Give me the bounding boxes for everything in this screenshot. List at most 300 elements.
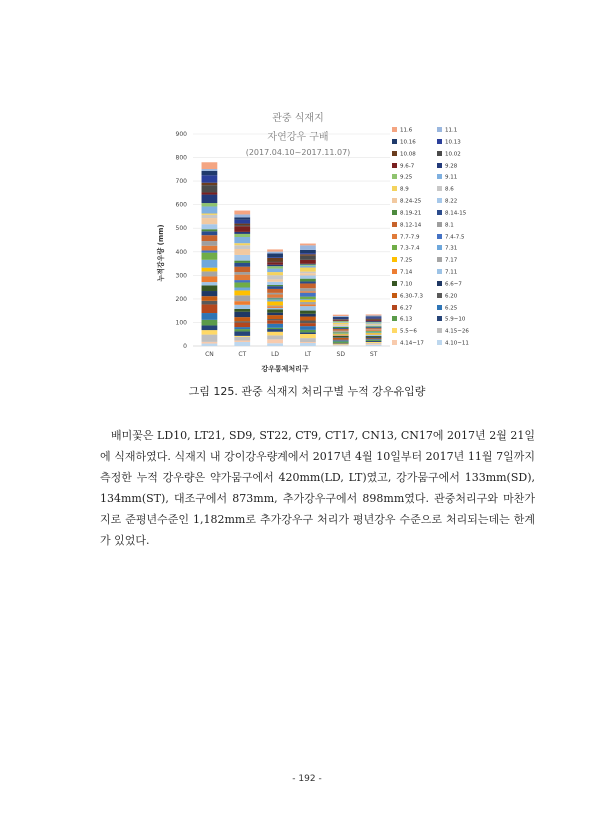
bar-segment (300, 265, 316, 266)
legend-item (392, 174, 412, 181)
x-axis-tick-labels (205, 351, 378, 358)
legend-label: 7.7-7.9 (400, 234, 420, 241)
legend-swatch (392, 174, 397, 179)
legend-label: 7.4-7.5 (445, 234, 465, 241)
bar-segment (202, 342, 218, 344)
bar-segment (300, 306, 316, 310)
legend-item (392, 151, 416, 158)
bar-segment (366, 328, 382, 329)
bar-segment (333, 319, 349, 320)
legend-swatch (437, 174, 442, 179)
legend-swatch (392, 234, 397, 239)
bar-segment (234, 295, 250, 301)
bar-segment (366, 345, 382, 346)
bar-segment (202, 235, 218, 241)
bar-segment (333, 340, 349, 341)
y-tick-label: 700 (175, 178, 187, 186)
bar-segment (300, 254, 316, 256)
bar-segment (234, 305, 250, 309)
bar-segment (234, 321, 250, 322)
legend-item (392, 340, 424, 347)
page-number: - 192 - (292, 774, 322, 784)
bar-segment (234, 263, 250, 267)
bar-segment (300, 279, 316, 282)
bar-segment (234, 280, 250, 282)
bar-stacks (202, 162, 382, 346)
bar-segment (300, 256, 316, 260)
bar-segment (366, 343, 382, 344)
bar-segment (300, 291, 316, 293)
bar-segment (267, 329, 283, 332)
bar-segment (202, 162, 218, 169)
bar-segment (267, 275, 283, 279)
legend-item (437, 269, 457, 276)
legend-swatch (437, 127, 442, 132)
bar-segment (333, 345, 349, 346)
bar-segment (333, 332, 349, 333)
legend-label: 11.6 (400, 127, 413, 134)
legend-label: 7.25 (400, 257, 413, 264)
chart-subtitle: 자연강우 구배 (267, 132, 329, 143)
legend-swatch (392, 139, 397, 144)
legend-swatch (392, 210, 397, 215)
bar-segment (267, 335, 283, 339)
bar-segment (234, 309, 250, 312)
bar-segment (234, 312, 250, 317)
bar-segment (267, 262, 283, 265)
legend-label: 8.22 (445, 198, 458, 205)
bar-segment (366, 331, 382, 332)
bar-segment (300, 268, 316, 272)
bar-segment (234, 226, 250, 232)
bar-segment (300, 266, 316, 268)
legend-label: 9.11 (445, 174, 458, 181)
bar-segment (333, 327, 349, 328)
legend-item (437, 328, 469, 335)
bar-segment (202, 285, 218, 291)
legend-swatch (437, 293, 442, 298)
legend-swatch (392, 257, 397, 262)
legend-label: 6.30-7.3 (400, 293, 423, 300)
bar-segment (202, 335, 218, 342)
bar-segment (366, 320, 382, 321)
bar-segment (267, 294, 283, 297)
bar-segment (202, 313, 218, 320)
bar-segment (333, 341, 349, 343)
bar-segment (333, 320, 349, 321)
bar-segment (267, 313, 283, 315)
legend-item (437, 293, 457, 300)
bar-segment (202, 296, 218, 301)
bar-segment (267, 266, 283, 268)
bar-segment (267, 272, 283, 275)
bar-segment (333, 321, 349, 322)
bar-segment (300, 323, 316, 326)
legend-swatch (392, 293, 397, 298)
bar-segment (366, 324, 382, 325)
legend-label: 11.1 (445, 127, 458, 134)
legend-label: 7.11 (445, 269, 458, 276)
legend-swatch (437, 186, 442, 191)
legend-label: 8.6 (445, 186, 454, 193)
bar-segment (366, 337, 382, 338)
bar-segment (300, 250, 316, 253)
bar-segment (202, 203, 218, 206)
bar-segment (234, 336, 250, 337)
bar-segment (202, 195, 218, 203)
legend-swatch (437, 139, 442, 144)
legend-swatch (392, 281, 397, 286)
bar-segment (366, 342, 382, 343)
bar-segment (234, 331, 250, 335)
bar-segment (267, 301, 283, 305)
bar-segment (267, 328, 283, 329)
bar-segment (366, 315, 382, 316)
bar-segment (300, 311, 316, 314)
x-tick-label: LD (271, 351, 280, 358)
bar-segment (267, 269, 283, 272)
legend-label: 7.17 (445, 257, 458, 264)
bar-segment (366, 321, 382, 322)
bar-segment (333, 336, 349, 337)
bar-segment (234, 327, 250, 329)
legend-label: 7.14 (400, 269, 413, 276)
legend-label: 7.10 (400, 281, 413, 288)
bar-segment (202, 268, 218, 272)
bar-segment (333, 326, 349, 327)
chart-title: 관중 식재지 (272, 113, 324, 124)
bar-segment (366, 339, 382, 340)
legend-label: 9.6-7 (400, 163, 415, 170)
y-tick-label: 0 (183, 343, 187, 350)
bar-segment (267, 282, 283, 285)
legend-item (437, 163, 457, 170)
bar-segment (234, 261, 250, 263)
bar-segment (267, 298, 283, 299)
x-tick-label: SD (336, 351, 345, 358)
legend-item (392, 316, 412, 323)
bar-segment (267, 279, 283, 281)
y-tick-label: 300 (175, 272, 187, 280)
y-axis-tick-labels (176, 131, 188, 350)
bar-segment (267, 265, 283, 266)
bar-segment (202, 250, 218, 252)
bar-segment (366, 341, 382, 342)
bar-segment (366, 332, 382, 333)
legend-item (437, 174, 457, 181)
legend-item (392, 305, 412, 312)
bar-segment (202, 253, 218, 260)
bar-segment (267, 305, 283, 306)
legend-swatch (392, 328, 397, 333)
bar-segment (234, 288, 250, 291)
bar-segment (333, 324, 349, 325)
bar-segment (202, 224, 218, 229)
legend-label: 8.9 (400, 186, 409, 193)
legend-item (437, 257, 457, 264)
bar-segment (300, 244, 316, 246)
legend-label: 8.19-21 (400, 210, 422, 217)
legend-label: 6.27 (400, 305, 413, 312)
bar-segment (234, 272, 250, 275)
bar-segment (300, 342, 316, 343)
legend-swatch (437, 210, 442, 215)
bar-segment (267, 339, 283, 343)
bar-segment (333, 331, 349, 332)
legend-item (392, 127, 412, 134)
x-tick-label: LT (304, 351, 312, 358)
legend-item (392, 269, 412, 276)
bar-segment (202, 218, 218, 224)
bar-segment (333, 329, 349, 331)
bar-segment (234, 255, 250, 261)
bar-segment (267, 253, 283, 257)
bar-segment (333, 335, 349, 336)
y-tick-label: 900 (175, 131, 187, 138)
bar-segment (300, 245, 316, 250)
legend-label: 4.10~11 (445, 340, 469, 347)
bar-segment (202, 271, 218, 276)
legend-swatch (437, 269, 442, 274)
bar-segment (202, 282, 218, 285)
legend-item (437, 151, 461, 158)
legend-item (392, 163, 414, 170)
body-paragraph: 배미꽃은 LD10, LT21, SD9, ST22, CT9, CT17, CN13, CN17에 2017년 2월 21일에 식재하였다. 식재지 내 강이강우량계에서 2017년 4월 10일부터 2017년 11월 7일까지 측정한 누적 강우량은 약가뭄구에서 420mm(LD, LT)였고, 강가뭄구에서 133mm(SD), 134mm(ST), 대조구에서 873mm, 추가강우구에서 898mm였다. 관중처리구와 마찬가지로 준평년수준인 1,182mm로 추가강우구 처리가 평년강우 수준으로 처리되는데는 한계가 있었다. (100, 429, 535, 547)
legend-item (392, 293, 423, 300)
y-axis-gridlines (193, 134, 390, 346)
legend-swatch (392, 245, 397, 250)
x-tick-label: CN (205, 351, 214, 358)
legend-swatch (392, 198, 397, 203)
bar-segment (333, 316, 349, 317)
legend-label: 8.12-14 (400, 222, 422, 229)
bar-segment (234, 340, 250, 341)
bar-segment (300, 321, 316, 324)
y-tick-label: 100 (175, 319, 187, 327)
legend-swatch (392, 305, 397, 310)
bar-segment (267, 324, 283, 328)
bar-segment (202, 291, 218, 296)
legend-swatch (392, 151, 397, 156)
legend-item (392, 281, 412, 288)
bar-segment (300, 300, 316, 302)
legend-swatch (392, 127, 397, 132)
bar-segment (366, 327, 382, 328)
legend-item (392, 257, 412, 264)
legend-item (437, 234, 464, 241)
bar-segment (267, 286, 283, 289)
legend-swatch (392, 340, 397, 345)
bar-segment (267, 332, 283, 336)
bar-segment (202, 192, 218, 194)
bar-segment (366, 335, 382, 336)
bar-segment (333, 328, 349, 329)
bar-segment (300, 334, 316, 338)
bar-segment (333, 337, 349, 338)
figure-caption: 그림 125. 관중 식재지 처리구별 누적 강우유입량 (188, 385, 426, 398)
legend-item (392, 198, 421, 205)
bar-segment (366, 340, 382, 341)
bar-segment (267, 289, 283, 293)
legend-label: 4.15~26 (445, 328, 469, 335)
bar-segment (300, 304, 316, 306)
bar-segment (202, 241, 218, 246)
bar-segment (202, 175, 218, 182)
bar-segment (267, 315, 283, 319)
bar-segment (234, 317, 250, 321)
bar-segment (300, 338, 316, 342)
bar-segment (300, 326, 316, 330)
bar-segment (300, 273, 316, 275)
bar-segment (202, 301, 218, 305)
legend-label: 6.25 (445, 305, 458, 312)
legend-item (437, 340, 469, 347)
bar-segment (267, 308, 283, 309)
bar-segment (300, 288, 316, 291)
legend-label: 7.31 (445, 245, 458, 252)
legend-swatch (392, 186, 397, 191)
bar-segment (366, 319, 382, 320)
bar-segment (267, 257, 283, 258)
bar-segment (234, 232, 250, 234)
bar-segment (202, 304, 218, 313)
bar-segment (202, 344, 218, 346)
bar-segment (234, 323, 250, 327)
bar-segment (234, 329, 250, 331)
bar-segment (234, 249, 250, 255)
bar-segment (366, 333, 382, 334)
legend-swatch (437, 234, 442, 239)
legend-swatch (392, 269, 397, 274)
bar-segment (366, 316, 382, 317)
bar-segment (202, 260, 218, 268)
legend-swatch (437, 245, 442, 250)
legend-item (437, 222, 454, 229)
bar-segment (234, 267, 250, 272)
bar-segment (202, 171, 218, 175)
y-tick-label: 500 (175, 225, 187, 233)
bar-segment (234, 237, 250, 243)
bar-segment (267, 252, 283, 254)
bar-segment (300, 275, 316, 278)
legend-item (437, 139, 461, 146)
legend-item (392, 234, 419, 241)
bar-segment (300, 317, 316, 321)
legend-label: 4.14~17 (400, 340, 424, 347)
bar-segment (267, 261, 283, 262)
legend-item (437, 198, 457, 205)
y-tick-label: 400 (175, 248, 187, 256)
legend-label: 8.14-15 (445, 210, 467, 217)
legend-item (437, 281, 462, 288)
legend-swatch (437, 305, 442, 310)
x-tick-label: ST (369, 351, 378, 358)
y-axis-label: 누적강우량 (mm) (157, 224, 165, 282)
bar-segment (333, 317, 349, 318)
bar-segment (202, 185, 218, 192)
bar-segment (202, 206, 218, 213)
bar-segment (234, 220, 250, 224)
legend-item (392, 186, 409, 193)
bar-segment (366, 344, 382, 345)
legend-swatch (437, 328, 442, 333)
chart-subtitle-dates: (2017.04.10~2017.11.07) (245, 148, 351, 157)
bar-segment (202, 320, 218, 326)
bar-segment (366, 322, 382, 323)
y-tick-label: 600 (175, 201, 187, 209)
legend-label: 5.5~6 (400, 328, 417, 335)
bar-segment (202, 276, 218, 282)
legend-label: 8.1 (445, 222, 454, 229)
legend-swatch (437, 257, 442, 262)
bar-segment (202, 213, 218, 214)
legend-swatch (392, 222, 397, 227)
bar-segment (267, 319, 283, 320)
bar-segment (234, 275, 250, 280)
legend-label: 7.3-7.4 (400, 245, 420, 252)
bar-segment (333, 339, 349, 340)
bar-segment (333, 322, 349, 323)
bar-segment (333, 343, 349, 344)
bar-segment (366, 323, 382, 324)
bar-segment (300, 297, 316, 300)
bar-segment (267, 309, 283, 312)
bar-segment (366, 314, 382, 315)
legend-swatch (437, 151, 442, 156)
bar-segment (300, 253, 316, 254)
legend-label: 6.13 (400, 316, 413, 323)
bar-segment (366, 336, 382, 337)
bar-segment (234, 211, 250, 215)
y-tick-label: 200 (175, 295, 187, 303)
bar-segment (267, 285, 283, 286)
legend-item (392, 139, 416, 146)
bar-segment (300, 283, 316, 288)
bar-segment (366, 325, 382, 326)
bar-segment (267, 258, 283, 261)
bar-segment (234, 282, 250, 287)
bar-segment (234, 245, 250, 249)
bar-segment (234, 342, 250, 346)
bar-segment (366, 326, 382, 327)
bar-segment (300, 272, 316, 274)
bar-segment (267, 293, 283, 295)
bar-segment (300, 293, 316, 297)
legend-swatch (437, 281, 442, 286)
legend-item (392, 328, 417, 335)
legend-label: 9.25 (400, 174, 413, 181)
bar-segment (333, 334, 349, 335)
bar-segment (267, 320, 283, 323)
bar-segment (234, 224, 250, 226)
bar-segment (333, 323, 349, 325)
bar-segment (267, 249, 283, 251)
bar-segment (366, 338, 382, 339)
bar-segment (366, 317, 382, 318)
legend-swatch (437, 316, 442, 321)
legend-swatch (437, 340, 442, 345)
legend-item (437, 186, 454, 193)
legend-label: 5.9~10 (445, 316, 466, 323)
legend-item (437, 316, 465, 323)
bar-segment (234, 337, 250, 341)
bar-segment (202, 169, 218, 171)
bar-segment (202, 215, 218, 218)
legend-item (392, 210, 421, 217)
chart-legend (392, 127, 482, 352)
legend-label: 10.08 (400, 151, 416, 158)
bar-segment (202, 246, 218, 251)
